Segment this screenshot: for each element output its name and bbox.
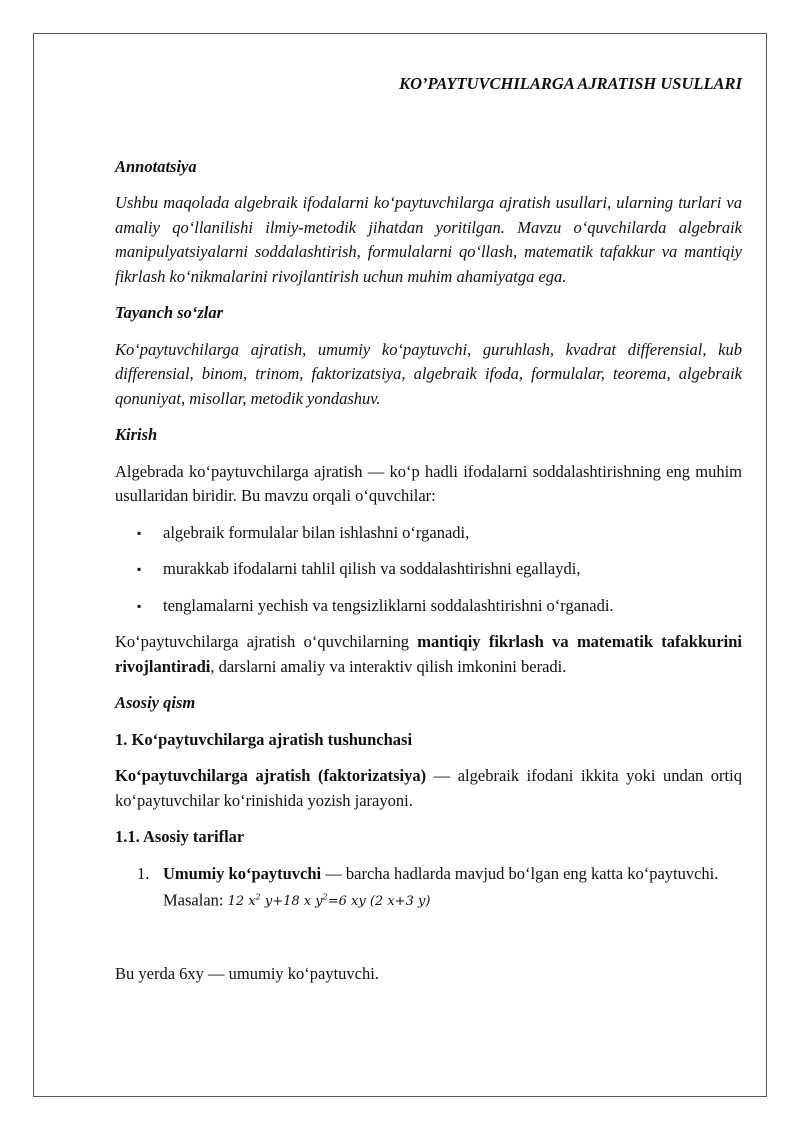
section-1-heading: 1. Ko‘paytuvchilarga ajratish tushunchasi (115, 729, 413, 749)
keywords-heading: Tayanch so‘zlar (115, 303, 224, 322)
list-item: ▪ tenglamalarni yechish va tengsizliklarni soddalashtirishni o‘rganadi. (115, 594, 742, 619)
annotation-text: Ushbu maqolada algebraik ifodalarni ko‘paytuvchilarga ajratish usullari, ularning turlari va amaliy qo‘llanilishi ilmiy-metodik jihatdan yoritilgan. Mavzu o‘quvchilarda algebraik manipulyatsiyalarni soddalashtirish, formulalarni qo‘llash, matematik tafakkur va mantiqiy fikrlash ko‘nikmalarini rivojlantirish uchun muhim ahamiyatga ega. (115, 193, 742, 286)
document-body (115, 72, 742, 998)
intro-conclusion-emphasis: mantiqiy fikrlash va matematik tafakkurini rivojlantiradi (115, 632, 742, 676)
definitions-list (115, 862, 742, 915)
document-title: KO’PAYTUVCHILARGA AJRATISH USULLARI (399, 74, 742, 93)
keywords-text: Ko‘paytuvchilarga ajratish, umumiy ko‘paytuvchi, guruhlash, kvadrat differensial, kub differensial, binom, trinom, faktorizatsiya, algebraik ifoda, formulalar, teorema, algebraik qonuniyat, misollar, metodik yondashuv. (115, 339, 742, 408)
definition-term: Ko‘paytuvchilarga ajratish (faktorizatsiya) (115, 766, 427, 785)
main-part-heading: Asosiy qism (115, 693, 196, 712)
list-item-number: 1. (137, 863, 150, 883)
definition-paragraph (115, 764, 742, 813)
subsection-1-1-heading: 1.1. Asosiy tariflar (115, 827, 245, 846)
list-item: ▪ murakkab ifodalarni tahlil qilish va soddalashtirishni egallaydi, (115, 557, 742, 582)
term-common-factor-definition: — barcha hadlarda mavjud bo‘lgan eng katta ko‘paytuvchi. (321, 863, 719, 883)
annotation-heading: Annotatsiya (115, 156, 197, 176)
definition-text: — algebraik ifodani ikkita yoki undan ortiq ko‘paytuvchilar ko‘rinishida yozish jarayoni. (115, 766, 742, 810)
intro-conclusion-end: , darslarni amaliy va interaktiv qilish imkonini beradi. (210, 656, 567, 676)
intro-text: Algebrada ko‘paytuvchilarga ajratish — ko‘p hadli ifodalarni soddalashtirishning eng muhim usullaridan biridir. Bu mavzu orqali o‘quvchilar: (115, 461, 742, 505)
intro-heading: Kirish (115, 425, 158, 444)
example-formula: 12 $x^2$ y+18 x $y^2=6$ xy (2 x+3 y) (227, 893, 431, 910)
term-common-factor: Umumiy ko‘paytuvchi (163, 863, 322, 883)
intro-conclusion-start: Ko‘paytuvchilarga ajratish o‘quvchilarning (115, 632, 418, 651)
list-item (115, 862, 742, 915)
intro-bullet-list (115, 521, 742, 619)
common-factor-note: Bu yerda 6xy — umumiy ko‘paytuvchi. (115, 963, 379, 983)
example-label: Masalan: (163, 890, 224, 910)
intro-conclusion-paragraph (115, 630, 742, 679)
list-item: ▪ algebraik formulalar bilan ishlashni o‘rganadi, (115, 521, 742, 546)
